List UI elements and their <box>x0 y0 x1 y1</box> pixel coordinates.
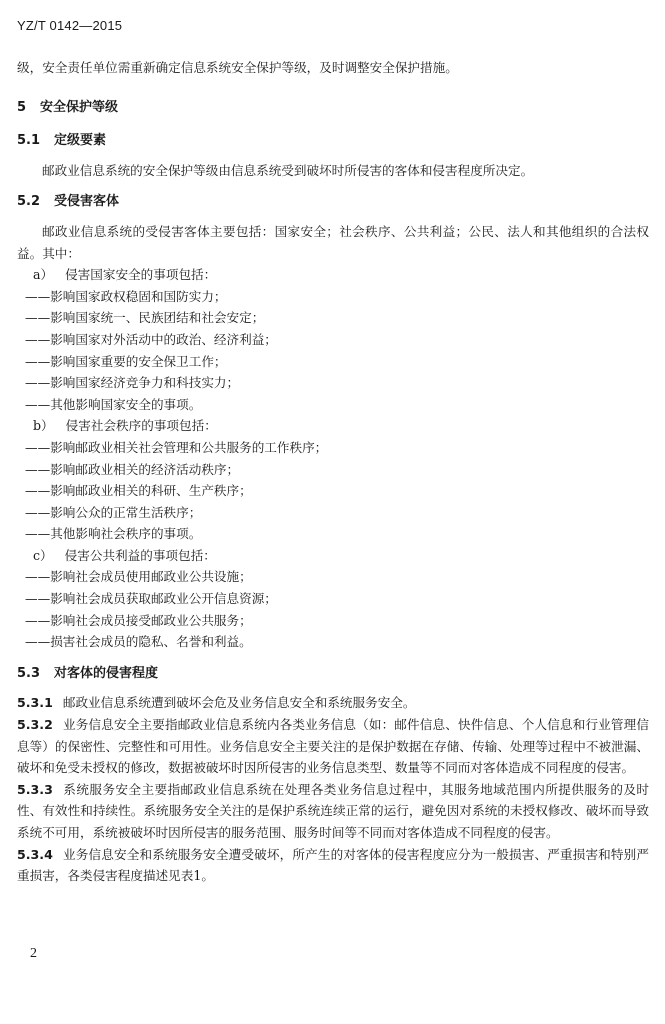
group-b <box>17 415 649 545</box>
list-item: ——影响邮政业相关的经济活动秩序； <box>25 461 240 477</box>
section-5-heading <box>17 97 649 119</box>
list-item: ——影响国家对外活动中的政治、经济利益； <box>25 331 277 347</box>
clause-text: 系统服务安全主要指邮政业信息系统在处理各类业务信息过程中，其服务地域范围内所提供服务的及时性、有效性和持续性。系统服务安全关注的是保护系统连续正常的运行，避免因对系统的未授权修改、破坏而导致系统不可用，系统被破坏时因所侵害的服务范围、服务时间等不同而对客体造成不同程度的侵害。 <box>17 781 649 840</box>
paragraph-5-3-1 <box>17 692 649 714</box>
list-item: ——损害社会成员的隐私、名誉和利益。 <box>25 634 252 650</box>
clause-text: 业务信息安全主要指邮政业信息系统内各类业务信息（如：邮件信息、快件信息、个人信息和行业管理信息等）的保密性、完整性和可用性。业务信息安全主要关注的是保护数据在存储、传输、处理等过程中不被泄漏、破坏和免受未授权的修改，数据被破坏时因所侵害的业务信息类型、数量等不同而对客体造成不同程度的侵害。 <box>17 717 649 776</box>
page-number: 2 <box>30 946 37 961</box>
intro-line: 级，安全责任单位需重新确定信息系统安全保护等级，及时调整安全保护措施。 <box>17 60 458 75</box>
document-body <box>17 57 649 887</box>
paragraph-5-3-4 <box>17 844 649 887</box>
section-5-3-heading <box>17 663 649 685</box>
group-title: 侵害公共利益的事项包括： <box>64 547 216 563</box>
section-number: 5.2 <box>17 194 41 210</box>
list-item: ——影响社会成员使用邮政业公共设施； <box>25 569 252 585</box>
document-code-header: YZ/T 0142—2015 <box>17 18 123 33</box>
section-5-2-heading <box>17 191 649 213</box>
clause-number: 5.3.1 <box>17 695 53 711</box>
list-item: ——其他影响社会秩序的事项。 <box>25 526 202 542</box>
clause-text: 邮政业信息系统遭到破坏会危及业务信息安全和系统服务安全。 <box>62 695 416 711</box>
section-number: 5.1 <box>17 133 41 149</box>
group-title: 侵害国家安全的事项包括： <box>65 267 217 283</box>
section-5-2-text: 邮政业信息系统的受侵害客体主要包括：国家安全；社会秩序、公共利益；公民、法人和其他组织的合法权益。其中： <box>17 223 649 261</box>
list-item: ——其他影响国家安全的事项。 <box>25 396 202 412</box>
section-number: 5.3 <box>17 665 41 681</box>
paragraph-5-3-2 <box>17 714 649 779</box>
group-label: a） <box>33 267 54 283</box>
group-b-title <box>17 415 649 437</box>
section-5-1-text: 邮政业信息系统的安全保护等级由信息系统受到破坏时所侵害的客体和侵害程度所决定。 <box>42 162 534 178</box>
clause-number: 5.3.4 <box>17 846 53 862</box>
group-a <box>17 264 649 415</box>
list-item: ——影响国家统一、民族团结和社会安定； <box>25 310 265 326</box>
group-c <box>17 545 649 653</box>
group-label: b） <box>33 418 54 434</box>
group-label: c） <box>33 547 53 563</box>
list-item: ——影响邮政业相关社会管理和公共服务的工作秩序； <box>25 439 328 455</box>
list-item: ——影响国家经济竞争力和科技实力； <box>25 375 240 391</box>
list-item: ——影响国家政权稳固和国防实力； <box>25 288 227 304</box>
section-title: 受侵害客体 <box>54 194 120 210</box>
group-title: 侵害社会秩序的事项包括： <box>65 418 217 434</box>
list-item: ——影响公众的正常生活秩序； <box>25 504 202 520</box>
list-item: ——影响社会成员接受邮政业公共服务； <box>25 612 252 628</box>
section-title: 安全保护等级 <box>40 99 119 115</box>
clause-text: 业务信息安全和系统服务安全遭受破坏，所产生的对客体的侵害程度应分为一般损害、严重损害和特别严重损害，各类侵害程度描述见表1。 <box>17 846 649 884</box>
clause-number: 5.3.3 <box>17 781 53 797</box>
list-item: ——影响社会成员获取邮政业公开信息资源； <box>25 591 277 607</box>
group-c-title <box>17 545 649 567</box>
clause-number: 5.3.2 <box>17 717 53 733</box>
section-title: 对客体的侵害程度 <box>54 665 159 681</box>
paragraph-5-3-3 <box>17 779 649 844</box>
section-title: 定级要素 <box>54 133 107 149</box>
list-item: ——影响国家重要的安全保卫工作； <box>25 353 227 369</box>
list-item: ——影响邮政业相关的科研、生产秩序； <box>25 483 252 499</box>
section-number: 5 <box>17 99 27 115</box>
section-5-1-heading <box>17 130 649 152</box>
group-a-title <box>17 264 649 286</box>
